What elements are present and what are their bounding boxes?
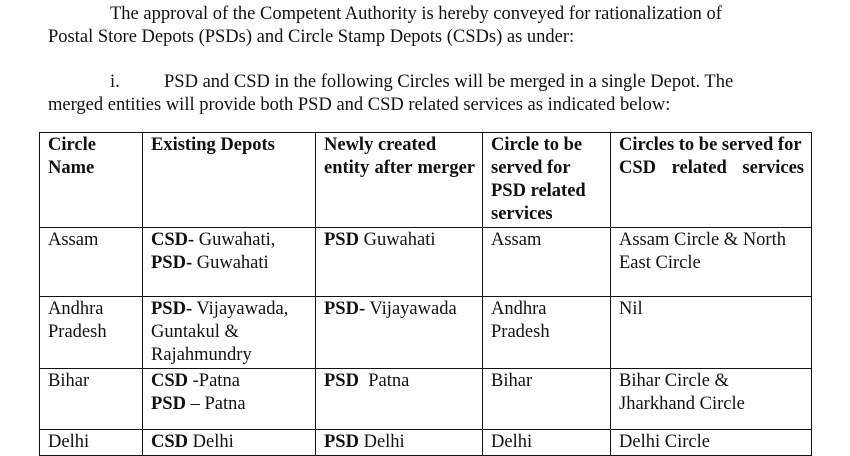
depot-locations: Vijayawada, Guntakul & Rajahmundry	[151, 299, 289, 365]
depot-type: PSD	[151, 394, 186, 414]
depot-location: – Patna	[185, 394, 246, 414]
table-row	[40, 369, 812, 430]
depot-type: PSD-	[151, 299, 193, 319]
depot-type: CSD	[151, 432, 189, 452]
header-circle-name: Circle Name	[40, 133, 143, 228]
intro-paragraph	[48, 3, 808, 49]
cell-new-entity	[316, 369, 483, 430]
depot-location: Patna	[358, 371, 410, 391]
cell-csd-circles: Delhi Circle	[611, 430, 812, 456]
cell-existing-depots	[143, 430, 316, 456]
cell-psd-circle: Andhra Pradesh	[483, 297, 611, 369]
cell-new-entity	[316, 297, 483, 369]
item-i-line-2: merged entities will provide both PSD and CSD related services as indicated below:	[48, 95, 671, 115]
table-header-row	[40, 133, 812, 228]
depot-location: Guwahati	[358, 230, 436, 250]
cell-csd-circles: Assam Circle & North East Circle	[611, 228, 812, 297]
cell-csd-circles: Nil	[611, 297, 812, 369]
cell-circle: Andhra Pradesh	[40, 297, 143, 369]
cell-psd-circle: Bihar	[483, 369, 611, 430]
cell-csd-circles: Bihar Circle & Jharkhand Circle	[611, 369, 812, 430]
depot-type: PSD-	[324, 299, 366, 319]
depot-location: Delhi	[358, 432, 405, 452]
cell-existing-depots	[143, 297, 316, 369]
depot-type: CSD-	[151, 230, 195, 250]
table-row	[40, 430, 812, 456]
cell-new-entity	[316, 430, 483, 456]
cell-circle: Bihar	[40, 369, 143, 430]
depot-location: Delhi	[188, 432, 234, 452]
cell-existing-depots	[143, 369, 316, 430]
depot-location: Vijayawada	[365, 299, 457, 319]
depot-type: PSD	[324, 371, 359, 391]
intro-line-1: The approval of the Competent Authority is hereby conveyed for rationalization of	[110, 4, 722, 24]
cell-circle: Assam	[40, 228, 143, 297]
table-row	[40, 228, 812, 297]
cell-psd-circle: Assam	[483, 228, 611, 297]
depot-location: Guwahati	[192, 253, 269, 273]
table-row	[40, 297, 812, 369]
header-psd-served: Circle to be served for PSD related services	[483, 133, 611, 228]
item-number: i.	[110, 72, 120, 92]
intro-line-2: Postal Store Depots (PSDs) and Circle Stamp Depots (CSDs) as under:	[48, 27, 575, 47]
header-existing-depots: Existing Depots	[143, 133, 316, 228]
depot-location: Guwahati,	[194, 230, 276, 250]
depot-location: -Patna	[188, 371, 240, 391]
header-newly-created: Newly created entity after merger	[316, 133, 483, 228]
depot-type: CSD	[151, 371, 189, 391]
cell-psd-circle: Delhi	[483, 430, 611, 456]
item-i-line-1: PSD and CSD in the following Circles will be merged in a single Depot. The	[164, 72, 734, 92]
header-csd-served: Circles to be served for CSD related services	[611, 133, 812, 228]
cell-new-entity	[316, 228, 483, 297]
depot-merger-table	[39, 132, 812, 456]
cell-circle: Delhi	[40, 430, 143, 456]
depot-type: PSD	[324, 230, 359, 250]
cell-existing-depots	[143, 228, 316, 297]
depot-type: PSD-	[151, 253, 193, 273]
depot-type: PSD	[324, 432, 359, 452]
item-i-paragraph	[48, 71, 808, 117]
